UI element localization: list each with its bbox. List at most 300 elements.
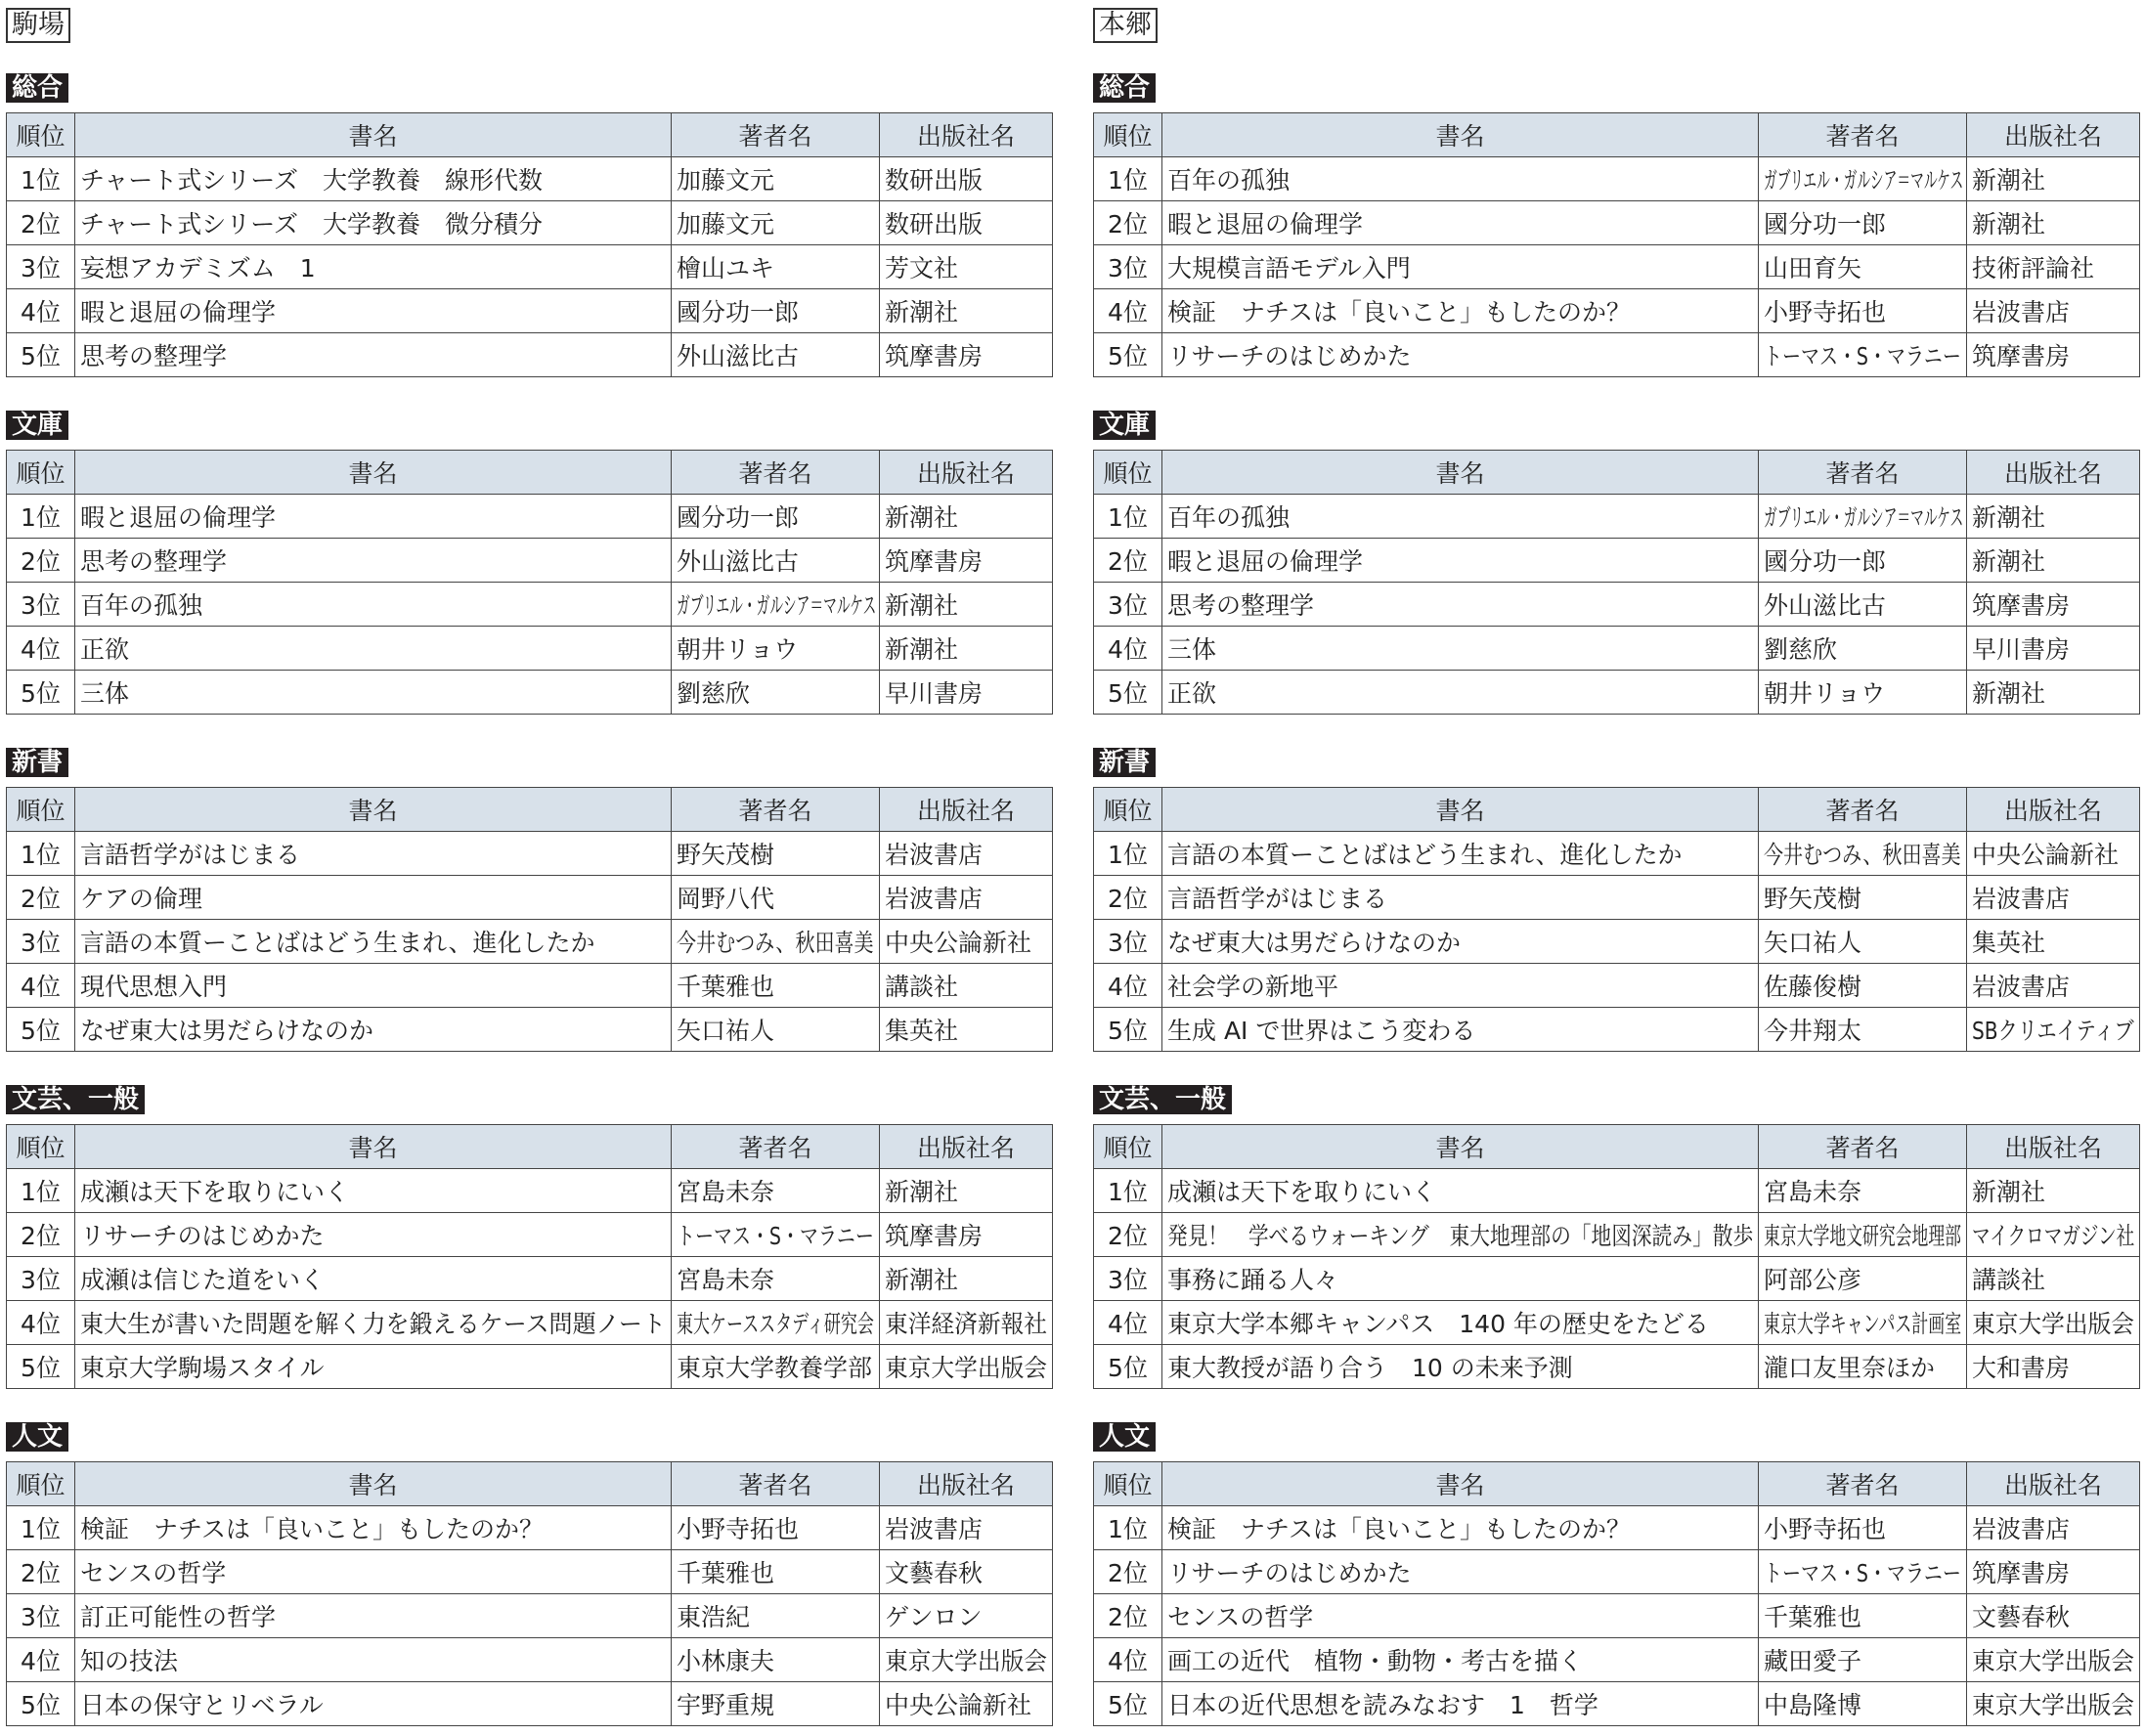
header-publisher: 出版社名: [880, 1462, 1053, 1506]
author-text: 國分功一郎: [677, 503, 800, 532]
table-row: [1094, 876, 2140, 920]
rank-text: 4位: [21, 635, 61, 664]
title-text: 日本の近代思想を読みなおす 1 哲学: [1167, 1691, 1598, 1719]
rank-text: 3位: [21, 1603, 61, 1631]
title-text: 暇と退屈の倫理学: [80, 503, 277, 532]
publisher-text: 新潮社: [885, 1266, 959, 1294]
author-text: 小野寺拓也: [1764, 298, 1887, 326]
publisher-text: 筑摩書房: [1972, 1559, 2071, 1587]
title-cell: [75, 201, 672, 245]
title-cell: [1162, 1213, 1759, 1257]
rank-cell: [1094, 495, 1162, 539]
table-row: [7, 1213, 1053, 1257]
publisher-text: 早川書房: [885, 679, 984, 708]
publisher-text: 中央公論新社: [1972, 841, 2120, 869]
rank-text: 4位: [1108, 973, 1148, 1001]
title-cell: [75, 583, 672, 627]
rank-text: 3位: [1108, 254, 1148, 282]
author-text: 東京大学地文研究会地理部: [1764, 1222, 1962, 1250]
title-text: 成瀬は天下を取りにいく: [1167, 1178, 1437, 1206]
category-label: 人文: [6, 1422, 68, 1452]
publisher-cell: [1967, 1301, 2140, 1345]
title-text: 思考の整理学: [80, 342, 228, 370]
author-text: 小野寺拓也: [1764, 1515, 1887, 1543]
category-label: 文芸、一般: [1093, 1085, 1232, 1114]
rank-text: 3位: [1108, 591, 1148, 620]
title-cell: [1162, 671, 1759, 715]
header-author: 著者名: [1759, 113, 1967, 157]
title-cell: [75, 289, 672, 333]
rank-cell: [1094, 671, 1162, 715]
title-cell: [1162, 1594, 1759, 1638]
title-text: ケアの倫理: [80, 885, 203, 913]
rank-text: 5位: [1108, 679, 1148, 708]
title-text: 百年の孤独: [80, 591, 203, 620]
author-text: 宮島未奈: [1764, 1178, 1862, 1206]
author-cell: [672, 964, 880, 1008]
publisher-cell: [880, 1638, 1053, 1682]
header-rank: 順位: [7, 788, 75, 832]
title-cell: [1162, 1008, 1759, 1052]
table-header-row: [7, 788, 1053, 832]
title-text: なぜ東大は男だらけなのか: [1167, 929, 1462, 957]
publisher-cell: [880, 1008, 1053, 1052]
rank-text: 2位: [1108, 1559, 1148, 1587]
rank-text: 2位: [1108, 1222, 1148, 1250]
title-cell: [1162, 920, 1759, 964]
title-cell: [75, 333, 672, 377]
author-cell: [1759, 1008, 1967, 1052]
table-row: [1094, 583, 2140, 627]
table-row: [7, 333, 1053, 377]
header-publisher: 出版社名: [880, 1125, 1053, 1169]
author-text: 朝井リョウ: [1764, 679, 1886, 708]
title-cell: [75, 964, 672, 1008]
rank-text: 2位: [21, 547, 61, 576]
header-author: 著者名: [672, 1125, 880, 1169]
rank-text: 3位: [21, 929, 61, 957]
publisher-cell: [1967, 876, 2140, 920]
header-publisher: 出版社名: [880, 113, 1053, 157]
author-text: 東浩紀: [677, 1603, 751, 1631]
title-text: 知の技法: [80, 1647, 179, 1675]
header-rank: 順位: [7, 1125, 75, 1169]
table-row: [7, 1638, 1053, 1682]
publisher-cell: [880, 495, 1053, 539]
title-text: リサーチのはじめかた: [1167, 342, 1412, 370]
publisher-cell: [880, 1345, 1053, 1389]
publisher-text: 中央公論新社: [885, 1691, 1032, 1719]
author-cell: [672, 333, 880, 377]
publisher-text: 東京大学出版会: [1972, 1691, 2135, 1719]
rank-cell: [7, 1638, 75, 1682]
title-text: 検証 ナチスは「良いこと」もしたのか？: [1167, 298, 1632, 326]
author-text: 中島隆博: [1764, 1691, 1862, 1719]
publisher-cell: [880, 1169, 1053, 1213]
author-text: 東京大学キャンパス計画室: [1764, 1310, 1962, 1338]
author-text: 藏田愛子: [1764, 1647, 1862, 1675]
title-cell: [1162, 1345, 1759, 1389]
publisher-text: 岩波書店: [885, 1515, 984, 1543]
rank-cell: [1094, 1550, 1162, 1594]
rank-text: 4位: [1108, 1310, 1148, 1338]
category-label: 新書: [6, 748, 68, 777]
table-row: [1094, 964, 2140, 1008]
table-row: [7, 289, 1053, 333]
publisher-cell: [1967, 627, 2140, 671]
publisher-text: 東京大学出版会: [1972, 1310, 2135, 1338]
author-text: 野矢茂樹: [1764, 885, 1862, 913]
author-cell: [672, 876, 880, 920]
title-text: 暇と退屈の倫理学: [1167, 547, 1364, 576]
table-header-row: [7, 1125, 1053, 1169]
title-cell: [75, 627, 672, 671]
author-text: 劉慈欣: [677, 679, 751, 708]
author-cell: [1759, 1169, 1967, 1213]
table-header-row: [7, 451, 1053, 495]
title-cell: [75, 1550, 672, 1594]
rank-cell: [7, 627, 75, 671]
rank-text: 4位: [21, 298, 61, 326]
title-text: 画工の近代 植物・動物・考古を描く: [1167, 1647, 1584, 1675]
table-row: [1094, 1682, 2140, 1726]
table-row: [1094, 1213, 2140, 1257]
rank-cell: [7, 964, 75, 1008]
publisher-text: 新潮社: [885, 635, 959, 664]
author-cell: [1759, 495, 1967, 539]
table-header-row: [7, 113, 1053, 157]
author-cell: [672, 495, 880, 539]
ranking-table: [1093, 450, 2140, 715]
title-text: 暇と退屈の倫理学: [80, 298, 277, 326]
publisher-text: ゲンロン: [885, 1603, 983, 1631]
table-row: [7, 1550, 1053, 1594]
publisher-text: 岩波書店: [1972, 885, 2071, 913]
rank-cell: [1094, 333, 1162, 377]
rank-text: 3位: [1108, 929, 1148, 957]
table-row: [1094, 1345, 2140, 1389]
header-publisher: 出版社名: [880, 451, 1053, 495]
rank-cell: [1094, 289, 1162, 333]
table-row: [1094, 157, 2140, 201]
publisher-text: 岩波書店: [1972, 1515, 2071, 1543]
publisher-text: 新潮社: [1972, 210, 2046, 239]
rank-text: 1位: [21, 1515, 61, 1543]
title-cell: [75, 1213, 672, 1257]
campus-label: 本郷: [1093, 8, 1158, 43]
publisher-cell: [880, 1213, 1053, 1257]
ranking-table: [6, 1124, 1053, 1389]
ranking-table: [1093, 1124, 2140, 1389]
publisher-text: SBクリエイティブ: [1972, 1017, 2134, 1045]
author-cell: [1759, 1638, 1967, 1682]
title-cell: [1162, 1638, 1759, 1682]
author-cell: [672, 1345, 880, 1389]
publisher-cell: [880, 964, 1053, 1008]
publisher-cell: [1967, 1213, 2140, 1257]
title-text: 思考の整理学: [80, 547, 228, 576]
title-cell: [1162, 832, 1759, 876]
author-text: 外山滋比古: [1764, 591, 1887, 620]
author-text: 加藤文元: [677, 166, 775, 195]
publisher-cell: [1967, 1682, 2140, 1726]
title-text: 東大生が書いた問題を解く力を鍛えるケース問題ノート: [80, 1310, 667, 1338]
table-row: [7, 201, 1053, 245]
rank-text: 1位: [21, 1178, 61, 1206]
publisher-text: 筑摩書房: [1972, 342, 2071, 370]
rank-cell: [7, 671, 75, 715]
table-row: [1094, 1638, 2140, 1682]
rank-text: 5位: [21, 342, 61, 370]
rank-text: 1位: [1108, 503, 1148, 532]
author-text: 宮島未奈: [677, 1266, 775, 1294]
rank-cell: [7, 289, 75, 333]
rank-cell: [7, 245, 75, 289]
rank-text: 1位: [1108, 841, 1148, 869]
publisher-text: 新潮社: [1972, 679, 2046, 708]
publisher-cell: [880, 1594, 1053, 1638]
title-text: 発見！ 学べるウォーキング 東大地理部の「地図深読み」散歩: [1167, 1222, 1754, 1250]
rank-text: 4位: [21, 1310, 61, 1338]
title-text: 大規模言語モデル入門: [1167, 254, 1411, 282]
author-text: 千葉雅也: [1764, 1603, 1862, 1631]
header-publisher: 出版社名: [1967, 788, 2140, 832]
rank-cell: [1094, 1008, 1162, 1052]
rank-text: 2位: [21, 1222, 61, 1250]
title-cell: [75, 1169, 672, 1213]
publisher-cell: [1967, 1594, 2140, 1638]
author-text: 今井むつみ、秋田喜美: [1764, 841, 1961, 869]
table-row: [7, 1345, 1053, 1389]
title-text: 訂正可能性の哲学: [80, 1603, 277, 1631]
publisher-text: 早川書房: [1972, 635, 2071, 664]
rank-cell: [1094, 157, 1162, 201]
publisher-text: 新潮社: [885, 298, 959, 326]
author-cell: [1759, 876, 1967, 920]
publisher-text: 新潮社: [1972, 547, 2046, 576]
title-cell: [75, 876, 672, 920]
rank-text: 5位: [1108, 342, 1148, 370]
category-label: 新書: [1093, 748, 1156, 777]
publisher-text: 東京大学出版会: [885, 1354, 1048, 1382]
publisher-text: 筑摩書房: [885, 342, 984, 370]
title-cell: [75, 671, 672, 715]
title-cell: [75, 539, 672, 583]
author-text: ガブリエル・ガルシア＝マルケス: [1764, 166, 1964, 195]
category-label: 文庫: [1093, 411, 1156, 440]
header-title: 書名: [75, 1125, 672, 1169]
rank-text: 3位: [1108, 1266, 1148, 1294]
table-row: [7, 671, 1053, 715]
author-cell: [1759, 333, 1967, 377]
publisher-cell: [1967, 1506, 2140, 1550]
publisher-text: 岩波書店: [885, 885, 984, 913]
table-row: [7, 245, 1053, 289]
header-author: 著者名: [1759, 1462, 1967, 1506]
publisher-text: 筑摩書房: [1972, 591, 2071, 620]
category-label: 文庫: [6, 411, 68, 440]
rank-cell: [7, 1301, 75, 1345]
author-text: 矢口祐人: [1764, 929, 1862, 957]
header-rank: 順位: [1094, 451, 1162, 495]
title-text: 暇と退屈の倫理学: [1167, 210, 1364, 239]
rank-cell: [7, 832, 75, 876]
author-cell: [1759, 1345, 1967, 1389]
title-cell: [1162, 245, 1759, 289]
header-rank: 順位: [7, 1462, 75, 1506]
publisher-cell: [880, 1682, 1053, 1726]
rank-cell: [7, 583, 75, 627]
table-row: [7, 539, 1053, 583]
publisher-text: 筑摩書房: [885, 547, 984, 576]
author-text: 野矢茂樹: [677, 841, 775, 869]
table-row: [1094, 201, 2140, 245]
rank-text: 4位: [1108, 298, 1148, 326]
title-text: 百年の孤独: [1167, 166, 1291, 195]
publisher-text: 講談社: [885, 973, 959, 1001]
rank-cell: [1094, 1213, 1162, 1257]
title-text: 三体: [80, 679, 130, 708]
header-rank: 順位: [1094, 1462, 1162, 1506]
table-row: [7, 583, 1053, 627]
author-text: 矢口祐人: [677, 1017, 775, 1045]
rank-cell: [7, 157, 75, 201]
publisher-cell: [1967, 583, 2140, 627]
header-rank: 順位: [1094, 113, 1162, 157]
author-cell: [672, 1257, 880, 1301]
publisher-text: 東京大学出版会: [1972, 1647, 2135, 1675]
author-cell: [672, 157, 880, 201]
author-text: 千葉雅也: [677, 973, 775, 1001]
author-cell: [672, 1213, 880, 1257]
publisher-cell: [1967, 539, 2140, 583]
author-text: 阿部公彦: [1764, 1266, 1862, 1294]
author-cell: [672, 539, 880, 583]
publisher-text: 集英社: [1972, 929, 2046, 957]
category-label: 人文: [1093, 1422, 1156, 1452]
header-title: 書名: [1162, 113, 1759, 157]
title-cell: [75, 1301, 672, 1345]
rank-cell: [1094, 245, 1162, 289]
author-text: トーマス・S・マラニー: [677, 1222, 874, 1250]
title-text: 現代思想入門: [80, 973, 228, 1001]
ranking-table: [6, 787, 1053, 1052]
author-cell: [1759, 1506, 1967, 1550]
author-cell: [1759, 1682, 1967, 1726]
publisher-cell: [880, 1301, 1053, 1345]
rank-text: 1位: [1108, 166, 1148, 195]
title-text: 検証 ナチスは「良いこと」もしたのか？: [80, 1515, 545, 1543]
author-text: 加藤文元: [677, 210, 775, 239]
publisher-cell: [880, 289, 1053, 333]
table-row: [7, 1169, 1053, 1213]
title-cell: [1162, 964, 1759, 1008]
rank-cell: [1094, 876, 1162, 920]
rank-cell: [1094, 1638, 1162, 1682]
publisher-cell: [880, 627, 1053, 671]
rank-cell: [7, 1506, 75, 1550]
title-cell: [1162, 627, 1759, 671]
publisher-cell: [1967, 1550, 2140, 1594]
rank-text: 5位: [1108, 1017, 1148, 1045]
rank-cell: [7, 539, 75, 583]
author-text: 外山滋比古: [677, 547, 800, 576]
table-row: [1094, 1169, 2140, 1213]
table-header-row: [7, 1462, 1053, 1506]
author-text: 千葉雅也: [677, 1559, 775, 1587]
title-text: チャート式シリーズ 大学教養 微分積分: [80, 210, 544, 239]
title-text: 日本の保守とリベラル: [80, 1691, 324, 1719]
author-cell: [672, 1594, 880, 1638]
publisher-cell: [1967, 1638, 2140, 1682]
author-text: 朝井リョウ: [677, 635, 799, 664]
author-text: 佐藤俊樹: [1764, 973, 1862, 1001]
table-row: [7, 627, 1053, 671]
publisher-text: 芳文社: [885, 254, 959, 282]
table-row: [7, 920, 1053, 964]
rank-text: 2位: [21, 885, 61, 913]
header-author: 著者名: [1759, 451, 1967, 495]
publisher-text: 新潮社: [1972, 1178, 2046, 1206]
author-text: トーマス・S・マラニー: [1764, 1559, 1961, 1587]
author-text: 瀧口友里奈ほか: [1764, 1354, 1936, 1382]
rank-cell: [1094, 1169, 1162, 1213]
table-row: [7, 1682, 1053, 1726]
table-row: [1094, 627, 2140, 671]
author-cell: [672, 583, 880, 627]
header-publisher: 出版社名: [1967, 451, 2140, 495]
title-cell: [75, 1682, 672, 1726]
title-cell: [75, 1506, 672, 1550]
rank-cell: [1094, 627, 1162, 671]
title-cell: [75, 1594, 672, 1638]
author-text: 今井むつみ、秋田喜美: [677, 929, 874, 957]
header-title: 書名: [1162, 451, 1759, 495]
rank-cell: [7, 1345, 75, 1389]
author-text: 國分功一郎: [1764, 547, 1887, 576]
header-publisher: 出版社名: [1967, 1462, 2140, 1506]
header-title: 書名: [1162, 788, 1759, 832]
header-title: 書名: [1162, 1125, 1759, 1169]
table-row: [7, 1008, 1053, 1052]
publisher-cell: [880, 1506, 1053, 1550]
rank-cell: [1094, 1506, 1162, 1550]
rank-text: 5位: [1108, 1354, 1148, 1382]
title-text: 生成 AI で世界はこう変わる: [1167, 1017, 1476, 1045]
author-cell: [672, 201, 880, 245]
title-text: リサーチのはじめかた: [80, 1222, 325, 1250]
title-text: 思考の整理学: [1167, 591, 1315, 620]
title-text: 百年の孤独: [1167, 503, 1291, 532]
publisher-text: 集英社: [885, 1017, 959, 1045]
author-cell: [672, 1008, 880, 1052]
header-author: 著者名: [672, 788, 880, 832]
table-row: [1094, 539, 2140, 583]
ranking-table: [1093, 787, 2140, 1052]
rank-cell: [7, 1682, 75, 1726]
header-author: 著者名: [672, 113, 880, 157]
author-cell: [1759, 671, 1967, 715]
rank-text: 5位: [1108, 1691, 1148, 1719]
rank-text: 2位: [1108, 210, 1148, 239]
rank-cell: [1094, 1345, 1162, 1389]
title-text: 事務に踊る人々: [1167, 1266, 1339, 1294]
header-title: 書名: [1162, 1462, 1759, 1506]
rank-text: 1位: [1108, 1178, 1148, 1206]
category-label: 総合: [1093, 73, 1156, 103]
publisher-text: 岩波書店: [1972, 973, 2071, 1001]
author-cell: [1759, 245, 1967, 289]
